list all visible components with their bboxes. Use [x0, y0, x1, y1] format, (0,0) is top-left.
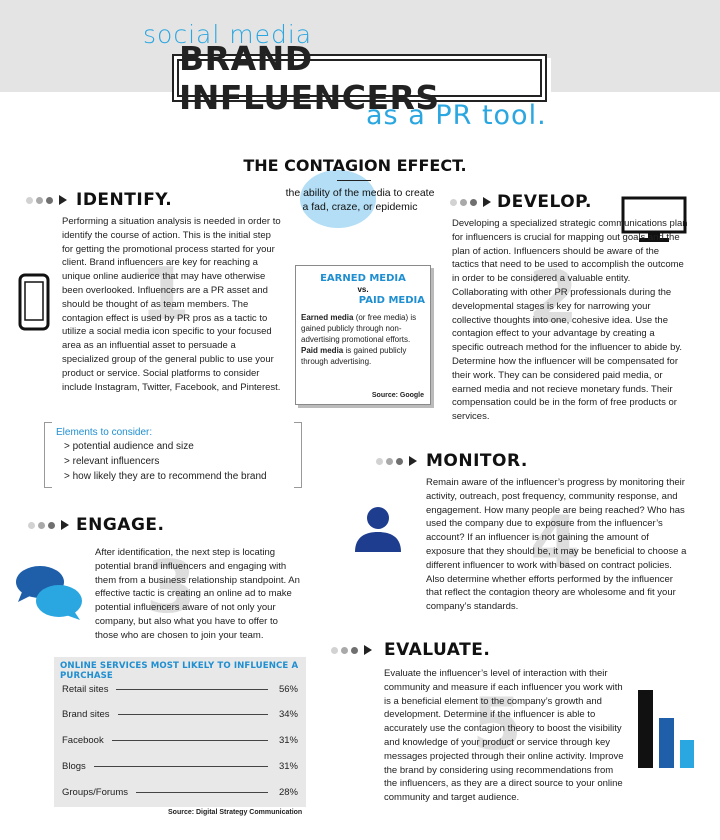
contagion-divider: [337, 180, 371, 181]
engage-text: After identification, the next step is locating potential brand influencers and engaging with them from a business relationship standpoint. An effective tactic is creating an online ad to make potential influencers aware of not only your company, but also what you have to offer to those who are chosen to join your team.: [95, 547, 300, 641]
evaluate-bullet: [331, 645, 372, 655]
elements-item: > how likely they are to recommend the brand: [64, 471, 267, 482]
evaluate-number: 5: [472, 682, 523, 766]
monitor-text: Remain aware of the influencer’s progress by monitoring their activity, outreach, post frequency, community response, and engagement. How many people are being reached? Who has used the company due to exposure from the influencer’s account? If an influencer is not gaining the amount of exposure that they should be, it may be beneficial to choose a different influencer to work with based on contract policies. Also determine whether efforts performed by the influencer that reflect the contagion theory are wholesome and fit your company’s standards.: [426, 477, 687, 613]
develop-text: Developing a specialized strategic communications plan for influencers is crucial for mapping out goals and the plan of action. Influencers should be aware of the tactics that need to be used to accomplish the outcome in order to be considered a valuable entity. Collaborating with other PR professionals during the developmental stages is key for narrowing your collective thoughts into one, cohesive idea. Use the contagion effect to your advantage by creating a specific outreach method for the influencer to abide by. Determine how the influencer will be compensated for their work. They can be considered paid media, or earned media and not recieve monetary funds. Their compensation could be in the form of free products or services.: [452, 218, 688, 423]
monitor-title: MONITOR.: [426, 451, 528, 471]
paid-media-definition: Paid media is gained publicly through advertising.: [301, 346, 407, 366]
contagion-subtitle-line-2: a fad, craze, or epidemic: [302, 201, 418, 213]
engage-number: 3: [146, 545, 197, 629]
develop-bullet: [450, 197, 491, 207]
services-row: Brand sites 34%: [62, 709, 298, 720]
bracket-left: [44, 422, 52, 488]
contagion-title: THE CONTAGION EFFECT.: [243, 156, 467, 175]
services-source: Source: Digital Strategy Communication: [168, 809, 303, 816]
arrow-icon: [59, 195, 67, 205]
engage-title: ENGAGE.: [76, 515, 165, 535]
arrow-icon: [409, 456, 417, 466]
earned-source: Source: Google: [371, 392, 424, 399]
monitor-bullet: [376, 456, 417, 466]
contagion-subtitle-line-1: the ability of the media to create: [285, 187, 435, 199]
elements-item: > relevant influencers: [64, 456, 160, 467]
develop-title: DEVELOP.: [497, 192, 592, 212]
earned-media-definition: Earned media (or free media) is gained publicly through non-advertising promotional efforts.: [301, 313, 417, 344]
services-row: Retail sites 56%: [62, 684, 298, 695]
earned-vs-paid-box: [295, 265, 431, 405]
identify-bullet: [26, 195, 67, 205]
services-row: Groups/Forums 28%: [62, 787, 298, 798]
online-services-panel: [54, 657, 306, 807]
services-row: Facebook 31%: [62, 735, 298, 746]
header-bottom-line: as a PR tool.: [366, 100, 547, 131]
elements-title: Elements to consider:: [56, 427, 153, 438]
chat-bubbles-icon: [14, 563, 84, 621]
monitor-number: 4: [530, 500, 581, 584]
identify-text: Performing a situation analysis is needed in order to identify the course of action. This is the initial step for getting the promotional process started for your client. Brand influencers are key for reaching a unique online audience that may have otherwise been overlooked. Influencers are a PR asset and should be thought of as team members. The contagion effect is used by PR pros as a tactic to utilize a social media icon specific to your focused area as an influential asset to persuade a specialized group of the general public to use your product or service. Social platforms to consider include Instagram, Twitter, Facebook, and Pinterest.: [62, 216, 281, 393]
elements-item: > potential audience and size: [64, 441, 194, 452]
identify-number: 1: [140, 252, 191, 336]
bar-chart-icon: [636, 688, 696, 770]
arrow-icon: [61, 520, 69, 530]
vs-label: vs.: [357, 285, 369, 294]
arrow-icon: [483, 197, 491, 207]
earned-media-heading: EARNED MEDIA: [320, 273, 406, 284]
evaluate-text: Evaluate the influencer’s level of interaction with their community and measure if each influencer you work with is a beneficial element to the company’s growth and development. Determine if the influencer is able to accurately use the contagion theory to boost the visibility and knowledge of your product or service through key messages projected through their online activity. Improve the brand by considering using recommendations from the influencers, as they are a direct source to your online community and target audience.: [384, 668, 624, 804]
paid-media-heading: PAID MEDIA: [358, 295, 425, 306]
develop-number: 2: [528, 255, 579, 339]
identify-title: IDENTIFY.: [76, 190, 173, 210]
evaluate-title: EVALUATE.: [384, 640, 491, 660]
header-top-line: social media: [143, 20, 313, 49]
page-title: BRAND INFLUENCERS: [179, 39, 440, 117]
bracket-right: [294, 422, 302, 488]
arrow-icon: [364, 645, 372, 655]
person-icon: [353, 505, 403, 553]
services-row: Blogs 31%: [62, 761, 298, 772]
elements-box: [44, 422, 302, 488]
services-title: ONLINE SERVICES MOST LIKELY TO INFLUENCE A PURCHASE: [60, 661, 299, 681]
phone-icon: [18, 273, 52, 331]
contagion-subtitle: [260, 186, 460, 214]
engage-bullet: [28, 520, 69, 530]
